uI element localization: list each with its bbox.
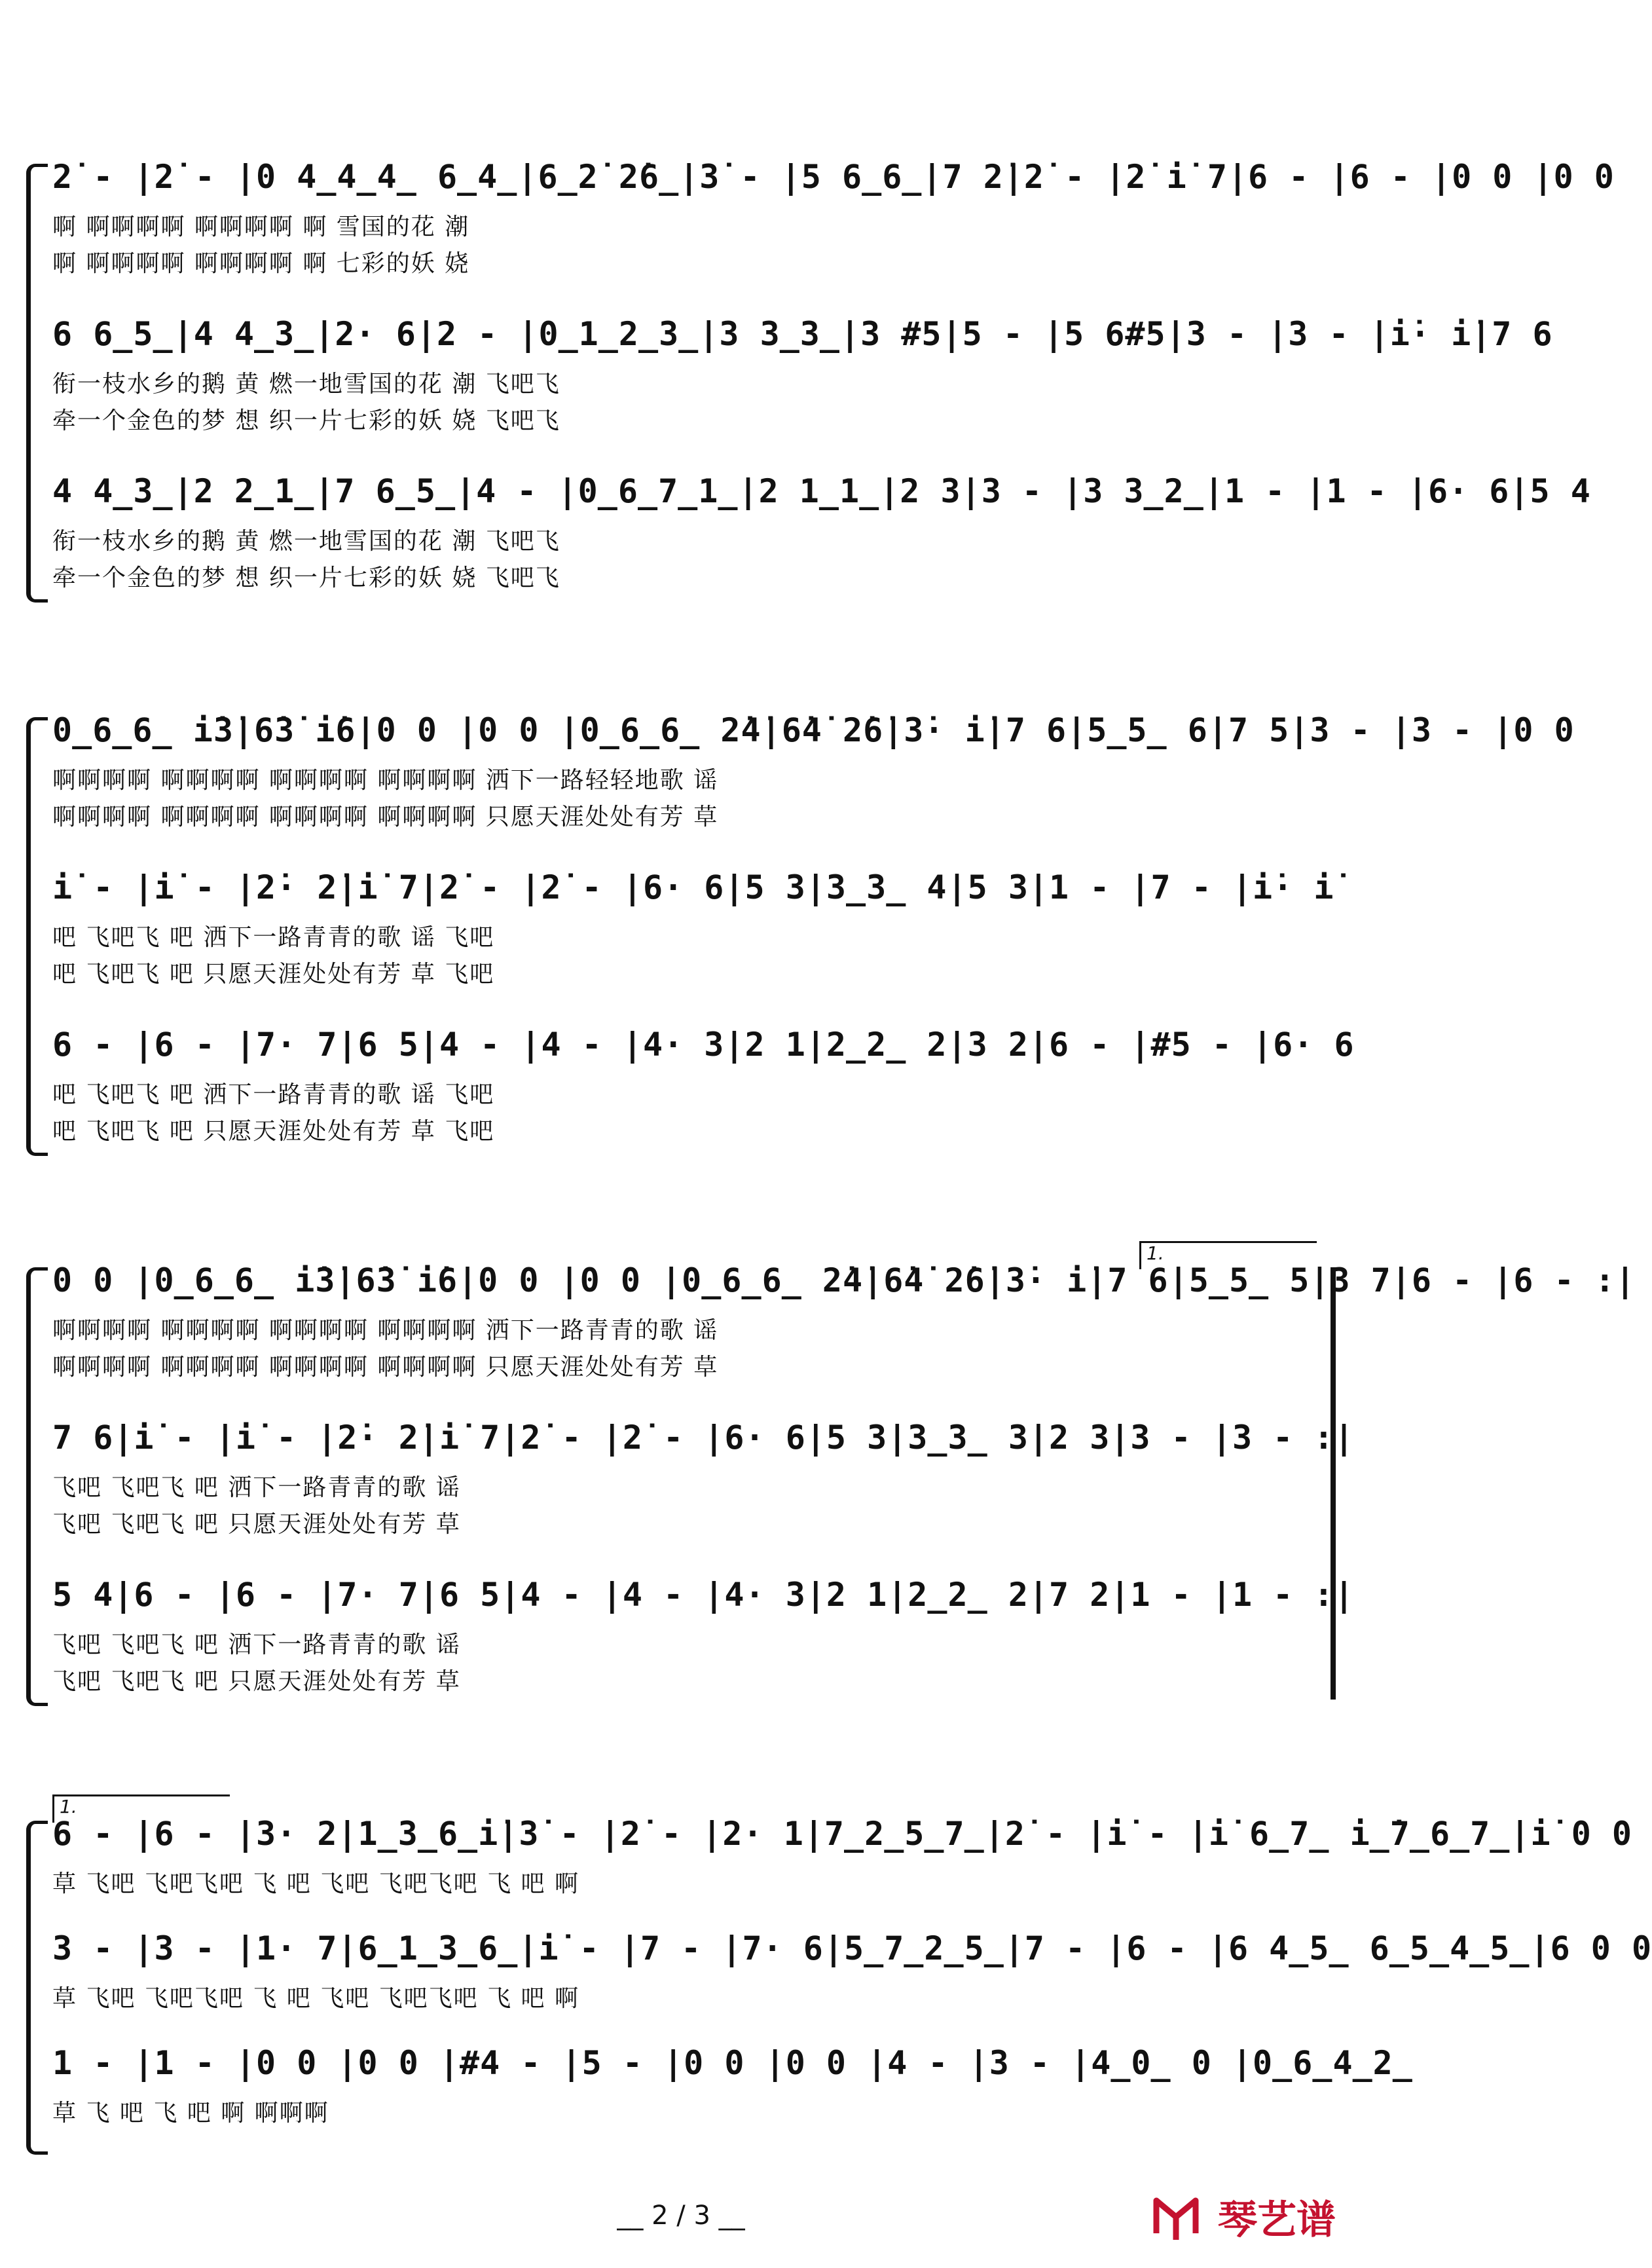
lyric-verse-2: 牵一个金色的梦 想 织一片七彩的妖 娆 飞吧飞 [52,565,560,591]
page-number: __ 2 / 3 __ [617,2201,745,2231]
part-2 [52,861,1336,992]
score-system-1 [26,151,1615,622]
volta-bracket: 1. [1139,1241,1317,1269]
lyric-verse-2: 吧 飞吧飞 吧 只愿天涯处处有芳 草 飞吧 [52,961,495,988]
notation-line: 2̇ - |2̇ - |0 4̲4̲4̲ 6̲4̲|6̲2̇ 2̇6̲|3̇ - |5 6̲6̲|7 2̇|2̇ - |2̇ i̇ 7|6 - |6 - |0 0 |0 0 [52,158,1615,196]
part-3 [52,1018,1355,1149]
part-3 [52,2037,1413,2135]
notation-line: i̇ - |i̇ - |2̇· 2̇|i̇ 7|2̇ - |2̇ - |6· 6|5 3|3̲3̲ 4|5 3|1 - |7 - |i̇· i̇ [52,868,1334,906]
notation-line: 5 4|6 - |6 - |7· 7|6 5|4 - |4 - |4· 3|2 1|2̲2̲ 2|7 2|1 - |1 - :| [52,1576,1355,1614]
system-brace [26,1267,48,1706]
lyric-verse-1: 草 飞吧 飞吧飞吧 飞 吧 飞吧 飞吧飞吧 飞 吧 啊 [52,1870,579,1897]
notation-line: 1 - |1 - |0 0 |0 0 |#4 - |5 - |0 0 |0 0 |4 - |3 - |4̲0̲ 0 |0̲6̲4̲2̲ [52,2044,1413,2082]
qinyipu-logo-icon [1150,2187,1209,2246]
notation-line: 6 - |6 - |7· 7|6 5|4 - |4 - |4· 3|2 1|2̲2̲ 2|3 2|6 - |#5 - |6· 6 [52,1026,1355,1064]
lyric-verse-2: 飞吧 飞吧飞 吧 只愿天涯处处有芳 草 [52,1511,461,1538]
lyric-verse-1: 吧 飞吧飞 吧 洒下一路青青的歌 谣 飞吧 [52,1081,495,1108]
lyric-verse-2: 啊啊啊啊 啊啊啊啊 啊啊啊啊 啊啊啊啊 只愿天涯处处有芳 草 [52,804,719,830]
part-1 [52,1254,1636,1385]
part-1 [52,704,1575,835]
part-3 [52,465,1591,596]
part-2 [52,1922,1652,2020]
part-3 [52,1569,1355,1700]
lyric-verse-1: 衔一枝水乡的鹅 黄 燃一地雪国的花 潮 飞吧飞 [52,371,560,398]
score-system-4 [26,1796,1652,2174]
notation-line: 7 6|i̇ - |i̇ - |2̇· 2̇|i̇ 7|2̇ - |2̇ - |6· 6|5 3|3̲3̲ 3|2 3|3 - |3 - :| [52,1419,1355,1457]
lyric-verse-2: 牵一个金色的梦 想 织一片七彩的妖 娆 飞吧飞 [52,407,560,434]
lyric-verse-1: 吧 飞吧飞 吧 洒下一路青青的歌 谣 飞吧 [52,924,495,951]
system-brace [26,717,48,1156]
part-1 [52,1808,1632,1906]
lyric-verse-1: 啊 啊啊啊啊 啊啊啊啊 啊 雪国的花 潮 [52,214,470,240]
notation-line: 6 - |6 - |3· 2|1̲3̲6̲i̇|3̇ - |2̇ - |2· 1|7̲2̲5̲7̲|2̇ - |i̇ - |i̇ 6̲7̲ i̲̇7̲6̲7̲|i̇ 0 0 [52,1815,1632,1853]
lyric-verse-1: 啊啊啊啊 啊啊啊啊 啊啊啊啊 啊啊啊啊 洒下一路青青的歌 谣 [52,1317,719,1344]
system-brace [26,1821,48,2155]
lyric-verse-1: 草 飞吧 飞吧飞吧 飞 吧 飞吧 飞吧飞吧 飞 吧 啊 [52,1985,579,2012]
lyric-verse-2: 吧 飞吧飞 吧 只愿天涯处处有芳 草 飞吧 [52,1118,495,1145]
part-2 [52,308,1553,439]
notation-line: 0̲6̲6̲ i̇3̇|6̇3̇ i̇6|0 0 |0 0 |0̲6̲6̲ 2̇4̇|6̇4̇ 2̇6̇|3̇· i̇|7 6|5̲5̲ 6|7 5|3 - |3 - |0 0 [52,711,1575,749]
site-logo [1150,2187,1336,2246]
score-system-3 [26,1242,1636,1726]
lyric-verse-1: 草 飞 吧 飞 吧 啊 啊啊啊 [52,2100,329,2127]
lyric-verse-2: 啊啊啊啊 啊啊啊啊 啊啊啊啊 啊啊啊啊 只愿天涯处处有芳 草 [52,1354,719,1381]
lyric-verse-1: 啊啊啊啊 啊啊啊啊 啊啊啊啊 啊啊啊啊 洒下一路轻轻地歌 谣 [52,767,719,794]
notation-line: 4 4̲3̲|2 2̲1̲|7 6̲5̲|4 - |0̲6̲7̲1̲|2 1̲1̲|2 3|3 - |3 3̲2̲|1 - |1 - |6· 6|5 4 [52,472,1591,510]
lyric-verse-2: 飞吧 飞吧飞 吧 只愿天涯处处有芳 草 [52,1668,461,1695]
notation-line: 3 - |3 - |1· 7|6̲1̲3̲6̲|i̇ - |7 - |7· 6|5̲7̲2̲5̲|7 - |6 - |6 4̲5̲ 6̲5̲4̲5̲|6 0 0 [52,1929,1652,1967]
lyric-verse-2: 啊 啊啊啊啊 啊啊啊啊 啊 七彩的妖 娆 [52,250,470,277]
part-1 [52,151,1615,282]
logo-text: 琴艺谱 [1218,2197,1336,2243]
volta-bracket: 1. [52,1794,230,1823]
lyric-verse-1: 衔一枝水乡的鹅 黄 燃一地雪国的花 潮 飞吧飞 [52,528,560,555]
part-2 [52,1411,1355,1542]
notation-line: 0 0 |0̲6̲6̲ i̇3̇|6̇3̇ i̇6|0 0 |0 0 |0̲6̲6̲ 2̇4̇|6̇4̇ 2̇6̇|3̇· i̇|7 6|5̲5̲ 5|3 7|6 - |6 - :| [52,1261,1636,1299]
score-system-2 [26,704,1575,1176]
system-brace [26,164,48,603]
lyric-verse-1: 飞吧 飞吧飞 吧 洒下一路青青的歌 谣 [52,1474,461,1501]
notation-line: 6 6̲5̲|4 4̲3̲|2· 6|2 - |0̲1̲2̲3̲|3 3̲3̲|3 #5|5 - |5 6#5|3 - |3 - |i̇· i̇|7 6 [52,315,1553,353]
lyric-verse-1: 飞吧 飞吧飞 吧 洒下一路青青的歌 谣 [52,1631,461,1658]
